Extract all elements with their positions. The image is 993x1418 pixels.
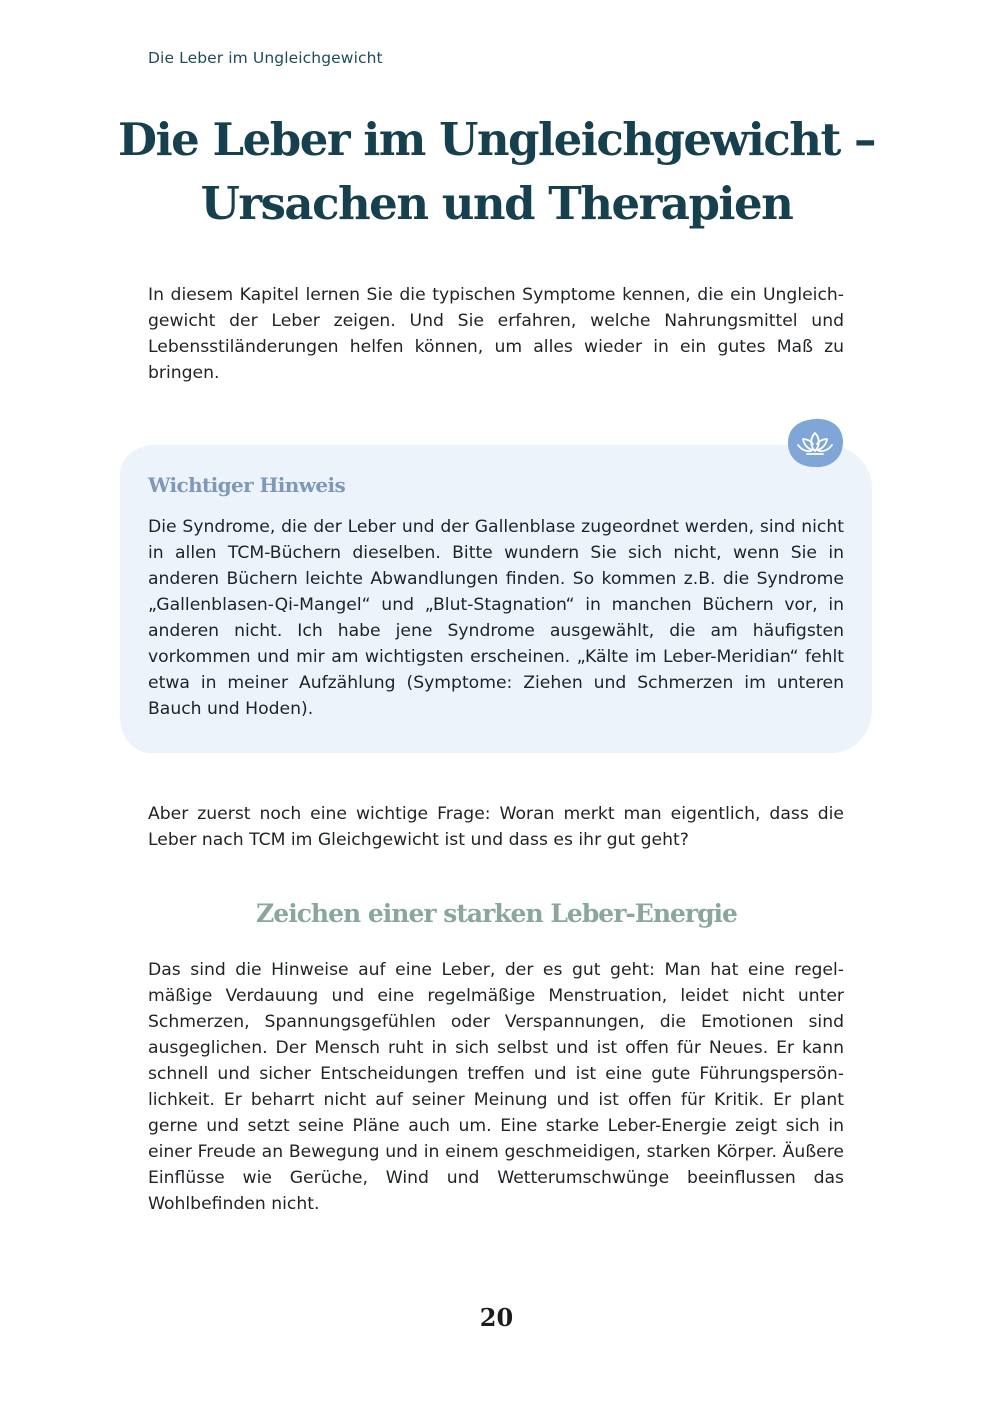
section-heading: Zeichen einer starken Leber-Energie bbox=[256, 899, 737, 928]
lotus-icon bbox=[786, 417, 844, 469]
question-paragraph: Aber zuerst noch eine wichtige Frage: Woran merkt man eigentlich, dass die Leber nach TCM im Gleichgewicht ist und dass es ihr gut geht? bbox=[148, 804, 844, 850]
important-note-text: Die Syndrome, die der Leber und der Gallenblase zugeordnet werden, sind nicht in allen TCM-Büchern dieselben. Bitte wundern Sie sich nicht, wenn Sie in anderen Büchern leichte Abwandlungen finden. So kommen z.B. die Syndrome „Gallenblasen-Qi-Mangel“ und „Blut-Stagnation“ in manchen Büchern vor, in anderen nicht. Ich habe jene Syndrome ausgewählt, die am häufigsten vorkommen und mir am wichtigsten erscheinen. „Kälte im Leber-Meridian“ fehlt etwa in meiner Aufzählung (Symptome: Ziehen und Schmerzen im unteren Bauch und Hoden). bbox=[148, 517, 844, 719]
chapter-title-line-2: Ursachen und Therapien bbox=[200, 177, 793, 230]
chapter-title-line-1: Die Leber im Ungleichgewicht – bbox=[118, 113, 875, 166]
page-number: 20 bbox=[479, 1303, 514, 1332]
section-paragraph: Das sind die Hinweise auf eine Leber, der es gut geht: Man hat eine regelmäßige Verdauung und eine regelmäßige Menstruation, leidet nicht unter Schmerzen, Spannungsgefühlen oder Verspannungen, die Emotionen sind ausgeglichen. Der Mensch ruht in sich selbst und ist offen für Neues. Er kann schnell und sicher Entscheidungen treffen und ist eine gute Führungspersönlichkeit. Er beharrt nicht auf seiner Meinung und ist offen für Kritik. Er plant gerne und setzt seine Pläne auch um. Eine starke Leber-Energie zeigt sich in einer Freude an Bewegung und in einem geschmeidigen, starken Körper. Äußere Einflüsse wie Gerüche, Wind und Wetterumschwünge beeinflussen das Wohlbefinden nicht. bbox=[148, 960, 844, 1214]
chapter-title bbox=[100, 108, 893, 236]
intro-paragraph: In diesem Kapitel lernen Sie die typischen Symptome kennen, die ein Ungleichgewicht der Leber zeigen. Und Sie erfahren, welche Nahrungsmittel und Lebensstiländerungen helfen können, um alles wieder in ein gutes Maß zu bringen. bbox=[148, 285, 844, 383]
important-note-title: Wichtiger Hinweis bbox=[148, 473, 346, 497]
running-header: Die Leber im Ungleichgewicht bbox=[148, 49, 383, 67]
